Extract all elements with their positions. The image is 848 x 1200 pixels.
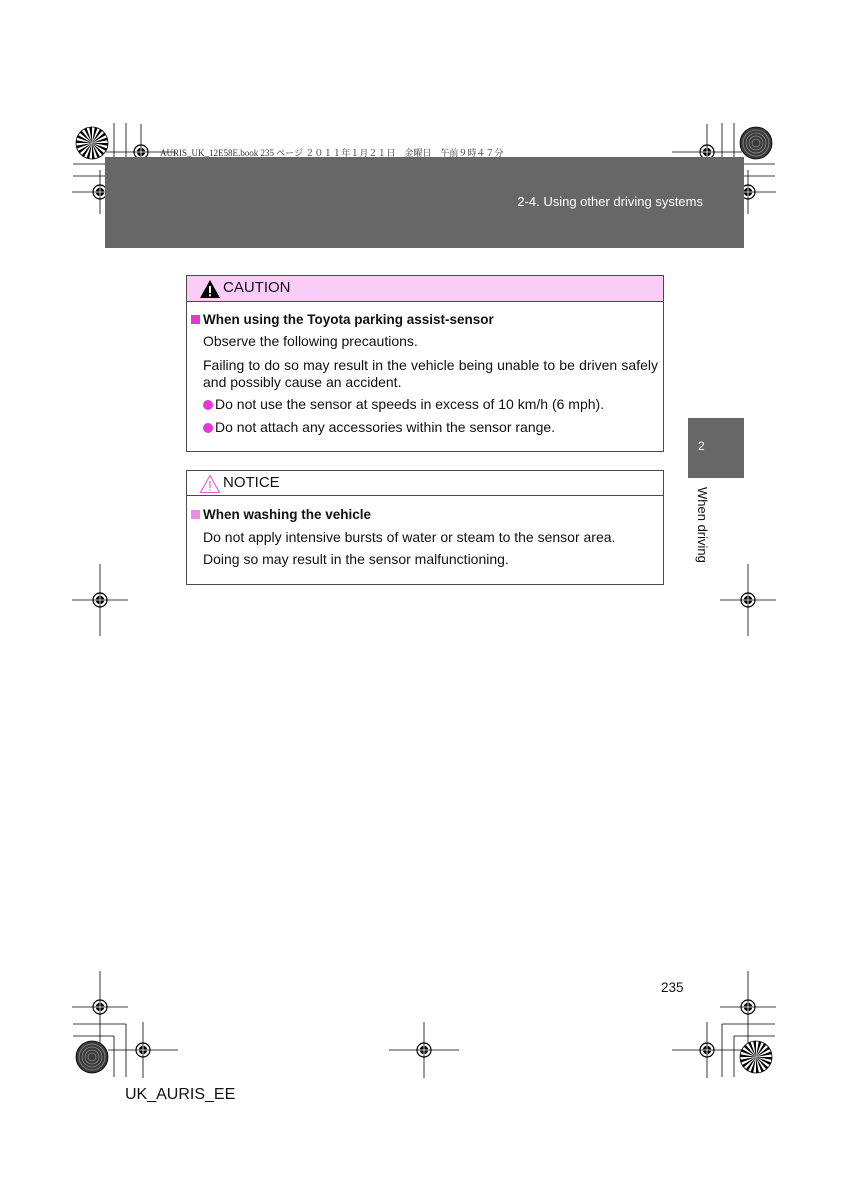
registration-mark-icon — [720, 971, 776, 1043]
bullet-dot-icon — [203, 423, 213, 433]
registration-mark-icon — [108, 1022, 178, 1078]
chapter-number: 2 — [698, 439, 705, 453]
chapter-tab — [688, 418, 744, 478]
caution-bullet-item: Do not attach any accessories within the sensor range. — [215, 419, 556, 435]
page-number: 235 — [661, 980, 684, 995]
gray-target-icon — [76, 1041, 108, 1073]
gray-target-icon — [740, 127, 772, 159]
star-target-icon — [76, 127, 108, 159]
notice-header-band — [187, 471, 663, 496]
notice-box — [186, 470, 664, 585]
print-file-header: AURIS_UK_12E58E.book 235 ページ ２０１１年１月２１日 金曜日 午前９時４７分 — [160, 148, 504, 158]
section-header-bar — [105, 157, 744, 248]
section-marker-icon — [191, 315, 200, 324]
crop-mark — [722, 1024, 775, 1077]
chapter-title-vertical: When driving — [695, 487, 710, 563]
registration-mark-icon — [720, 564, 776, 636]
registration-mark-icon — [389, 1022, 459, 1078]
caution-header-band — [187, 276, 663, 302]
warning-triangle-outline-icon — [199, 474, 221, 494]
registration-mark-icon — [72, 971, 128, 1043]
caution-paragraph: Observe the following precautions. — [203, 333, 418, 349]
registration-mark-icon — [672, 1022, 742, 1078]
crop-mark — [73, 1024, 126, 1077]
section-marker-icon — [191, 510, 200, 519]
caution-subheading: When using the Toyota parking assist-sensor — [203, 312, 494, 327]
registration-mark-icon — [72, 564, 128, 636]
notice-subheading: When washing the vehicle — [203, 507, 372, 522]
notice-paragraph: Doing so may result in the sensor malfunctioning. — [203, 551, 509, 567]
caution-paragraph: Failing to do so may result in the vehicle being unable to be driven safely and possibly cause an accident. — [203, 357, 658, 390]
section-title: 2-4. Using other driving systems — [517, 194, 703, 209]
caution-bullet-item: Do not use the sensor at speeds in excess of 10 km/h (6 mph). — [215, 396, 605, 412]
caution-box — [186, 275, 664, 452]
document-code: UK_AURIS_EE — [125, 1086, 236, 1103]
star-target-icon — [740, 1041, 772, 1073]
bullet-dot-icon — [203, 400, 213, 410]
notice-paragraph: Do not apply intensive bursts of water or steam to the sensor area. — [203, 529, 616, 545]
warning-triangle-filled-icon — [199, 279, 221, 299]
notice-title: NOTICE — [223, 474, 280, 491]
caution-title: CAUTION — [223, 279, 291, 296]
